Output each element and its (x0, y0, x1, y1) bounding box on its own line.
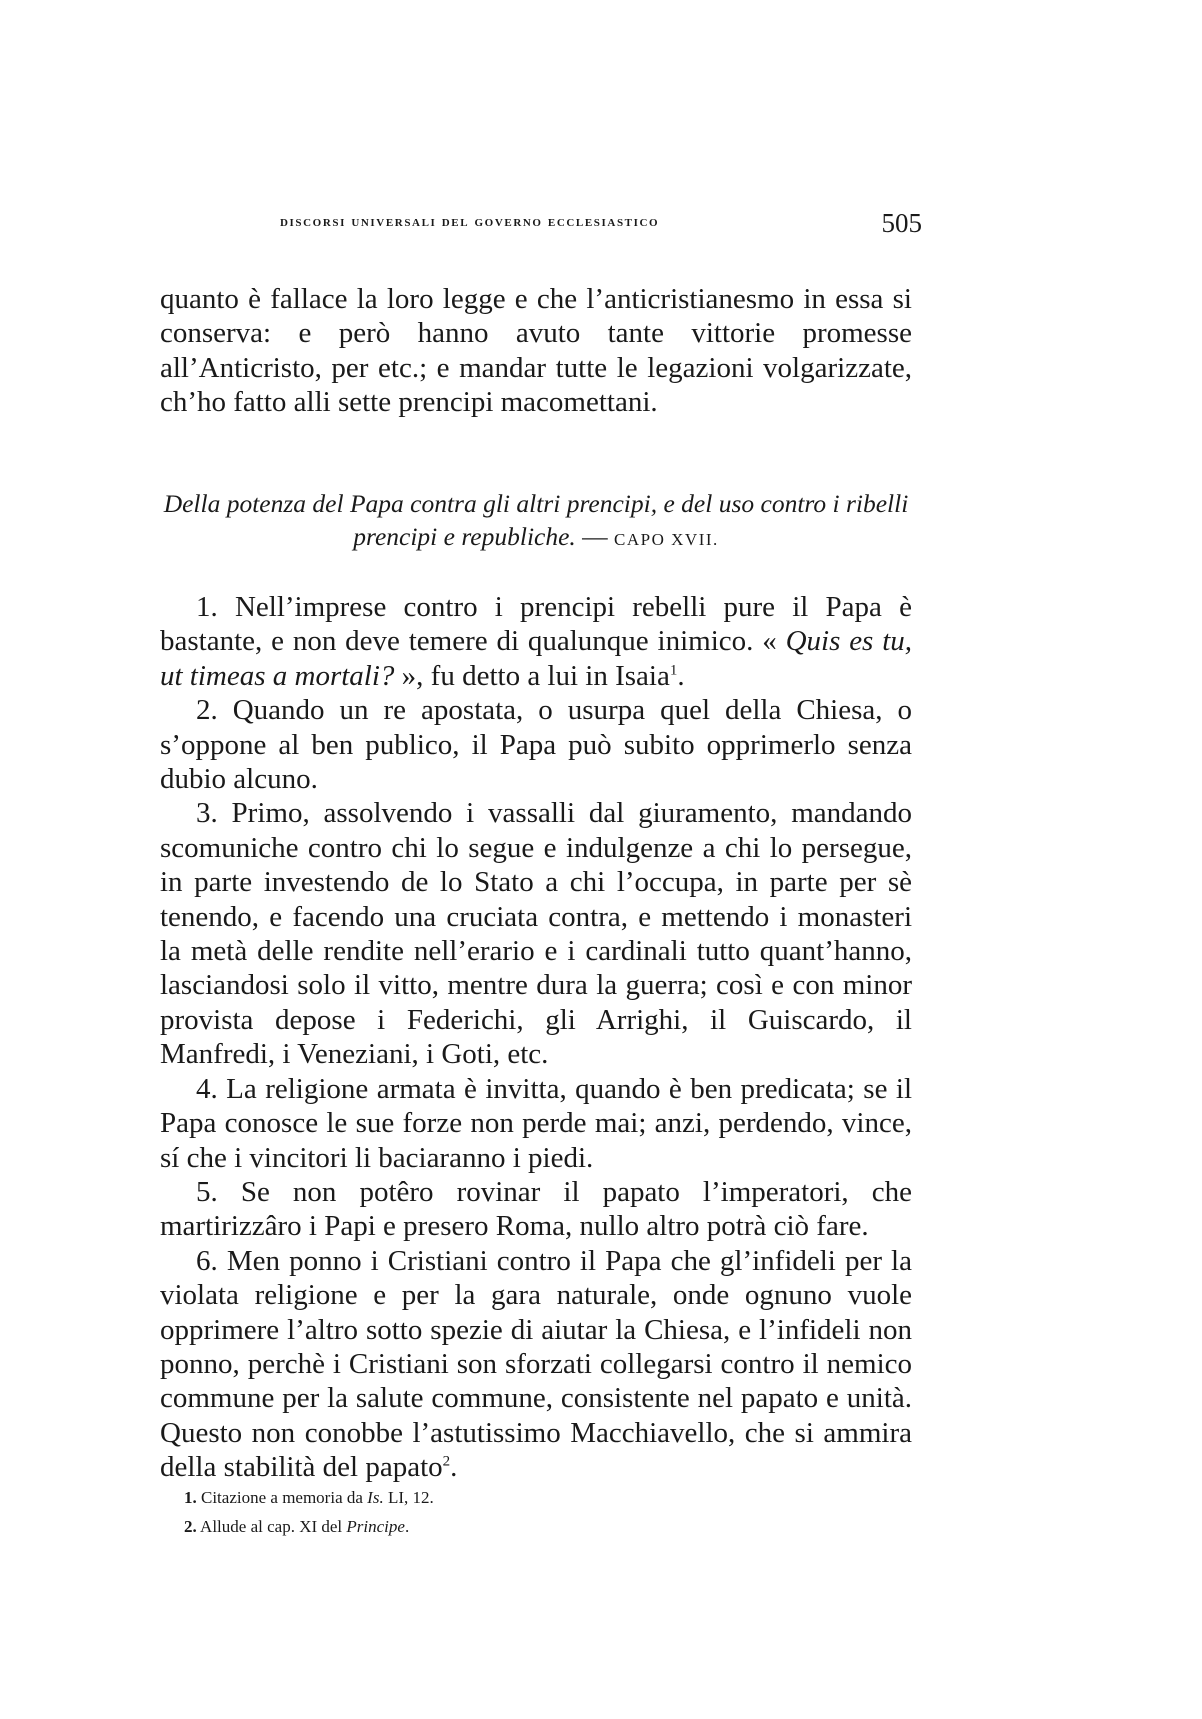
footnote-1 (184, 1483, 884, 1512)
footnote-ref-2: 2 (442, 1453, 451, 1470)
footnote-1-text: Citazione a memoria da (196, 1488, 368, 1507)
footnote-1-reference: Is. (367, 1488, 384, 1507)
paragraph-4: 4. La religione armata è invitta, quando è ben predicata; se il Papa conosce le sue forze non perde mai; anzi, perdendo, vince, sí che i vincitori li baciaranno i piedi. (160, 1072, 912, 1174)
carry-over-paragraph: quanto è fallace la loro legge e che l’anticristianesmo in essa si conserva: e però hanno avuto tante vittorie promesse all’Anticristo, per etc.; e mandar tutte le legazioni volgarizzate, ch’ho fatto alli sette prencipi macomettani. (160, 283, 912, 419)
carry-over-text (160, 282, 912, 420)
paragraph-1-text-after: », fu detto a lui in Isaia (394, 659, 670, 692)
paragraph-1 (160, 590, 912, 693)
paragraph-6-text: 6. Men ponno i Cristiani contro il Papa che gl’infideli per la violata religione e per la gara naturale, onde ognuno vuole opprimere l’altro sotto spezie di aiutar la Chiesa, e l’infideli non ponno, perchè i Cristiani son sforzati collegarsi contro il nemico commune per la salute commune, consistente nel papato e unità. Questo non conobbe l’astutissimo Macchiavello, che si ammira della stabilità del papato (160, 1244, 912, 1484)
paragraph-6-end: . (450, 1451, 458, 1484)
chapter-heading (160, 487, 912, 556)
footnote-ref-1: 1 (669, 662, 678, 679)
footnote-2 (184, 1512, 884, 1541)
footnote-1-text-end: LI, 12. (383, 1488, 434, 1507)
chapter-body (160, 590, 912, 1485)
running-title: discorsi universali del governo ecclesiastico (280, 214, 660, 230)
footnote-2-number: 2. (184, 1517, 197, 1536)
latin-quote: Quis es tu, ut timeas a mortali? (160, 625, 912, 692)
paragraph-6 (160, 1244, 912, 1485)
chapter-number: CAPO XVII. (614, 530, 719, 549)
paragraph-2: 2. Quando un re apostata, o usurpa quel della Chiesa, o s’oppone al ben publico, il Papa può subito opprimerlo senza dubio alcuno. (160, 694, 912, 796)
footnote-1-number: 1. (184, 1488, 197, 1507)
running-head (160, 208, 922, 248)
footnote-2-text: Allude al cap. XI del (196, 1517, 347, 1536)
chapter-title: Della potenza del Papa contra gli altri prencipi, e del uso contro i ribelli prencipi e republiche. (163, 489, 909, 551)
paragraph-1-end: . (677, 659, 685, 692)
page-number: 505 (881, 208, 922, 238)
footnote-2-text-end: . (404, 1517, 410, 1536)
footnote-2-reference: Principe (346, 1517, 405, 1536)
paragraph-5: 5. Se non potêro rovinar il papato l’imperatori, che martirizzâro i Papi e presero Roma, nullo altro potrà ciò fare. (160, 1175, 912, 1243)
paragraph-3: 3. Primo, assolvendo i vassalli dal giuramento, mandando scomuniche contro chi lo segue e indulgenze a chi lo persegue, in parte investendo de lo Stato a chi l’occupa, in parte per sè tenendo, e facendo una cruciata contra, e mettendo i monasteri la metà delle rendite nell’erario e i cardinali tutto quant’hanno, lasciandosi solo il vitto, mentre dura la guerra; così e con minor provista depose i Federichi, gli Arrighi, il Guiscardo, il Manfredi, i Veneziani, i Goti, etc. (160, 797, 912, 1071)
footnotes (184, 1483, 884, 1541)
chapter-separator: — (575, 522, 615, 551)
paragraph-1-text: 1. Nell’imprese contro i prencipi rebelli pure il Papa è bastante, e non deve temere di qualunque inimico. « (160, 591, 912, 658)
